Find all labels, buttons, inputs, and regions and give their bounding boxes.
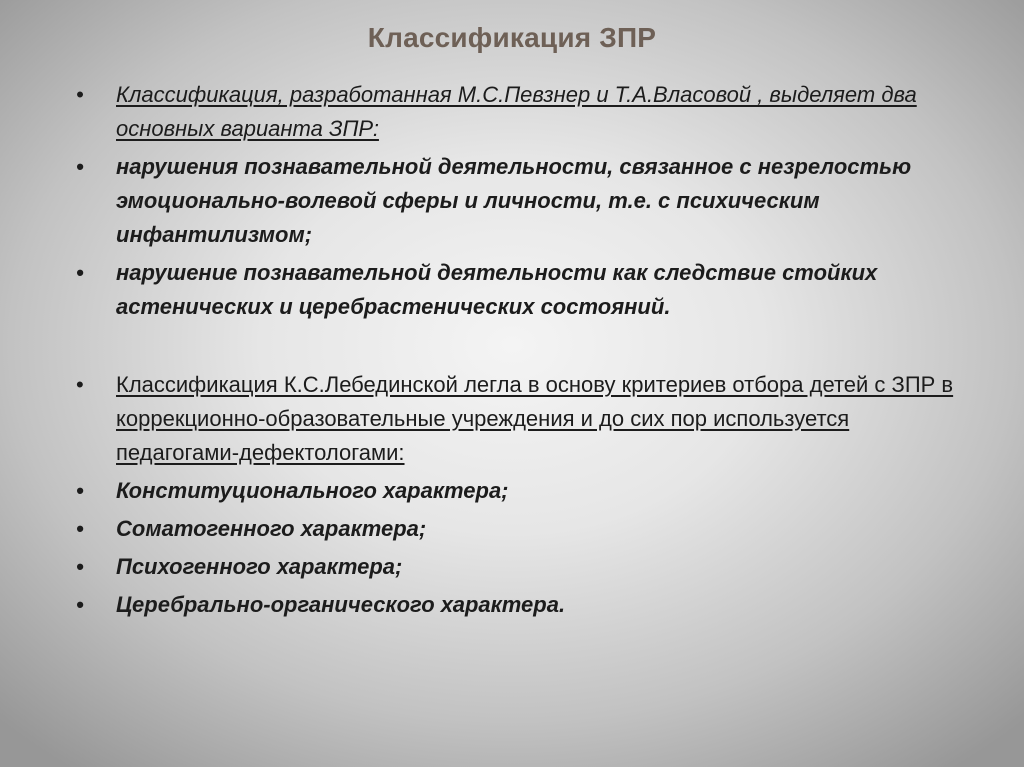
list-item-text: Церебрально-органического характера. xyxy=(116,592,566,617)
bullet-icon: • xyxy=(76,554,84,579)
bullet-icon: • xyxy=(76,516,84,541)
list-item-variant-2 xyxy=(76,256,956,324)
list-item-cerebral-organic xyxy=(76,588,956,622)
list-item-lebedinskaya-classification xyxy=(76,368,956,470)
bullet-icon: • xyxy=(76,260,84,285)
bullet-icon: • xyxy=(76,82,84,107)
list-item-text: нарушение познавательной деятельности как следствие стойких астенических и церебрастенических состояний. xyxy=(116,260,878,319)
list-item-psychogenic xyxy=(76,550,956,584)
list-item-constitutional xyxy=(76,474,956,508)
bullet-list xyxy=(76,78,956,622)
list-item-text: Соматогенного характера; xyxy=(116,516,427,541)
list-item-variant-1 xyxy=(76,150,956,252)
bullet-icon: • xyxy=(76,154,84,179)
bullet-icon: • xyxy=(76,372,84,397)
list-item-text: Психогенного характера; xyxy=(116,554,403,579)
list-item-text: Конституционального характера; xyxy=(116,478,509,503)
bullet-icon: • xyxy=(76,592,84,617)
list-item-somatogenic xyxy=(76,512,956,546)
list-item-text: Классификация К.С.Лебединской легла в основу критериев отбора детей с ЗПР в коррекционно-образовательные учреждения и до сих пор используется педагогами-дефектологами: xyxy=(116,372,954,465)
list-item-text: нарушения познавательной деятельности, связанное с незрелостью эмоционально-волевой сферы и личности, т.е. с психическим инфантилизмом; xyxy=(116,154,912,247)
slide-title: Классификация ЗПР xyxy=(367,22,657,53)
list-item-text: Классификация, разработанная М.С.Певзнер и Т.А.Власовой , выделяет два основных варианта ЗПР: xyxy=(116,82,917,141)
bullet-icon: • xyxy=(76,478,84,503)
list-item-pevzner-classification xyxy=(76,78,956,146)
